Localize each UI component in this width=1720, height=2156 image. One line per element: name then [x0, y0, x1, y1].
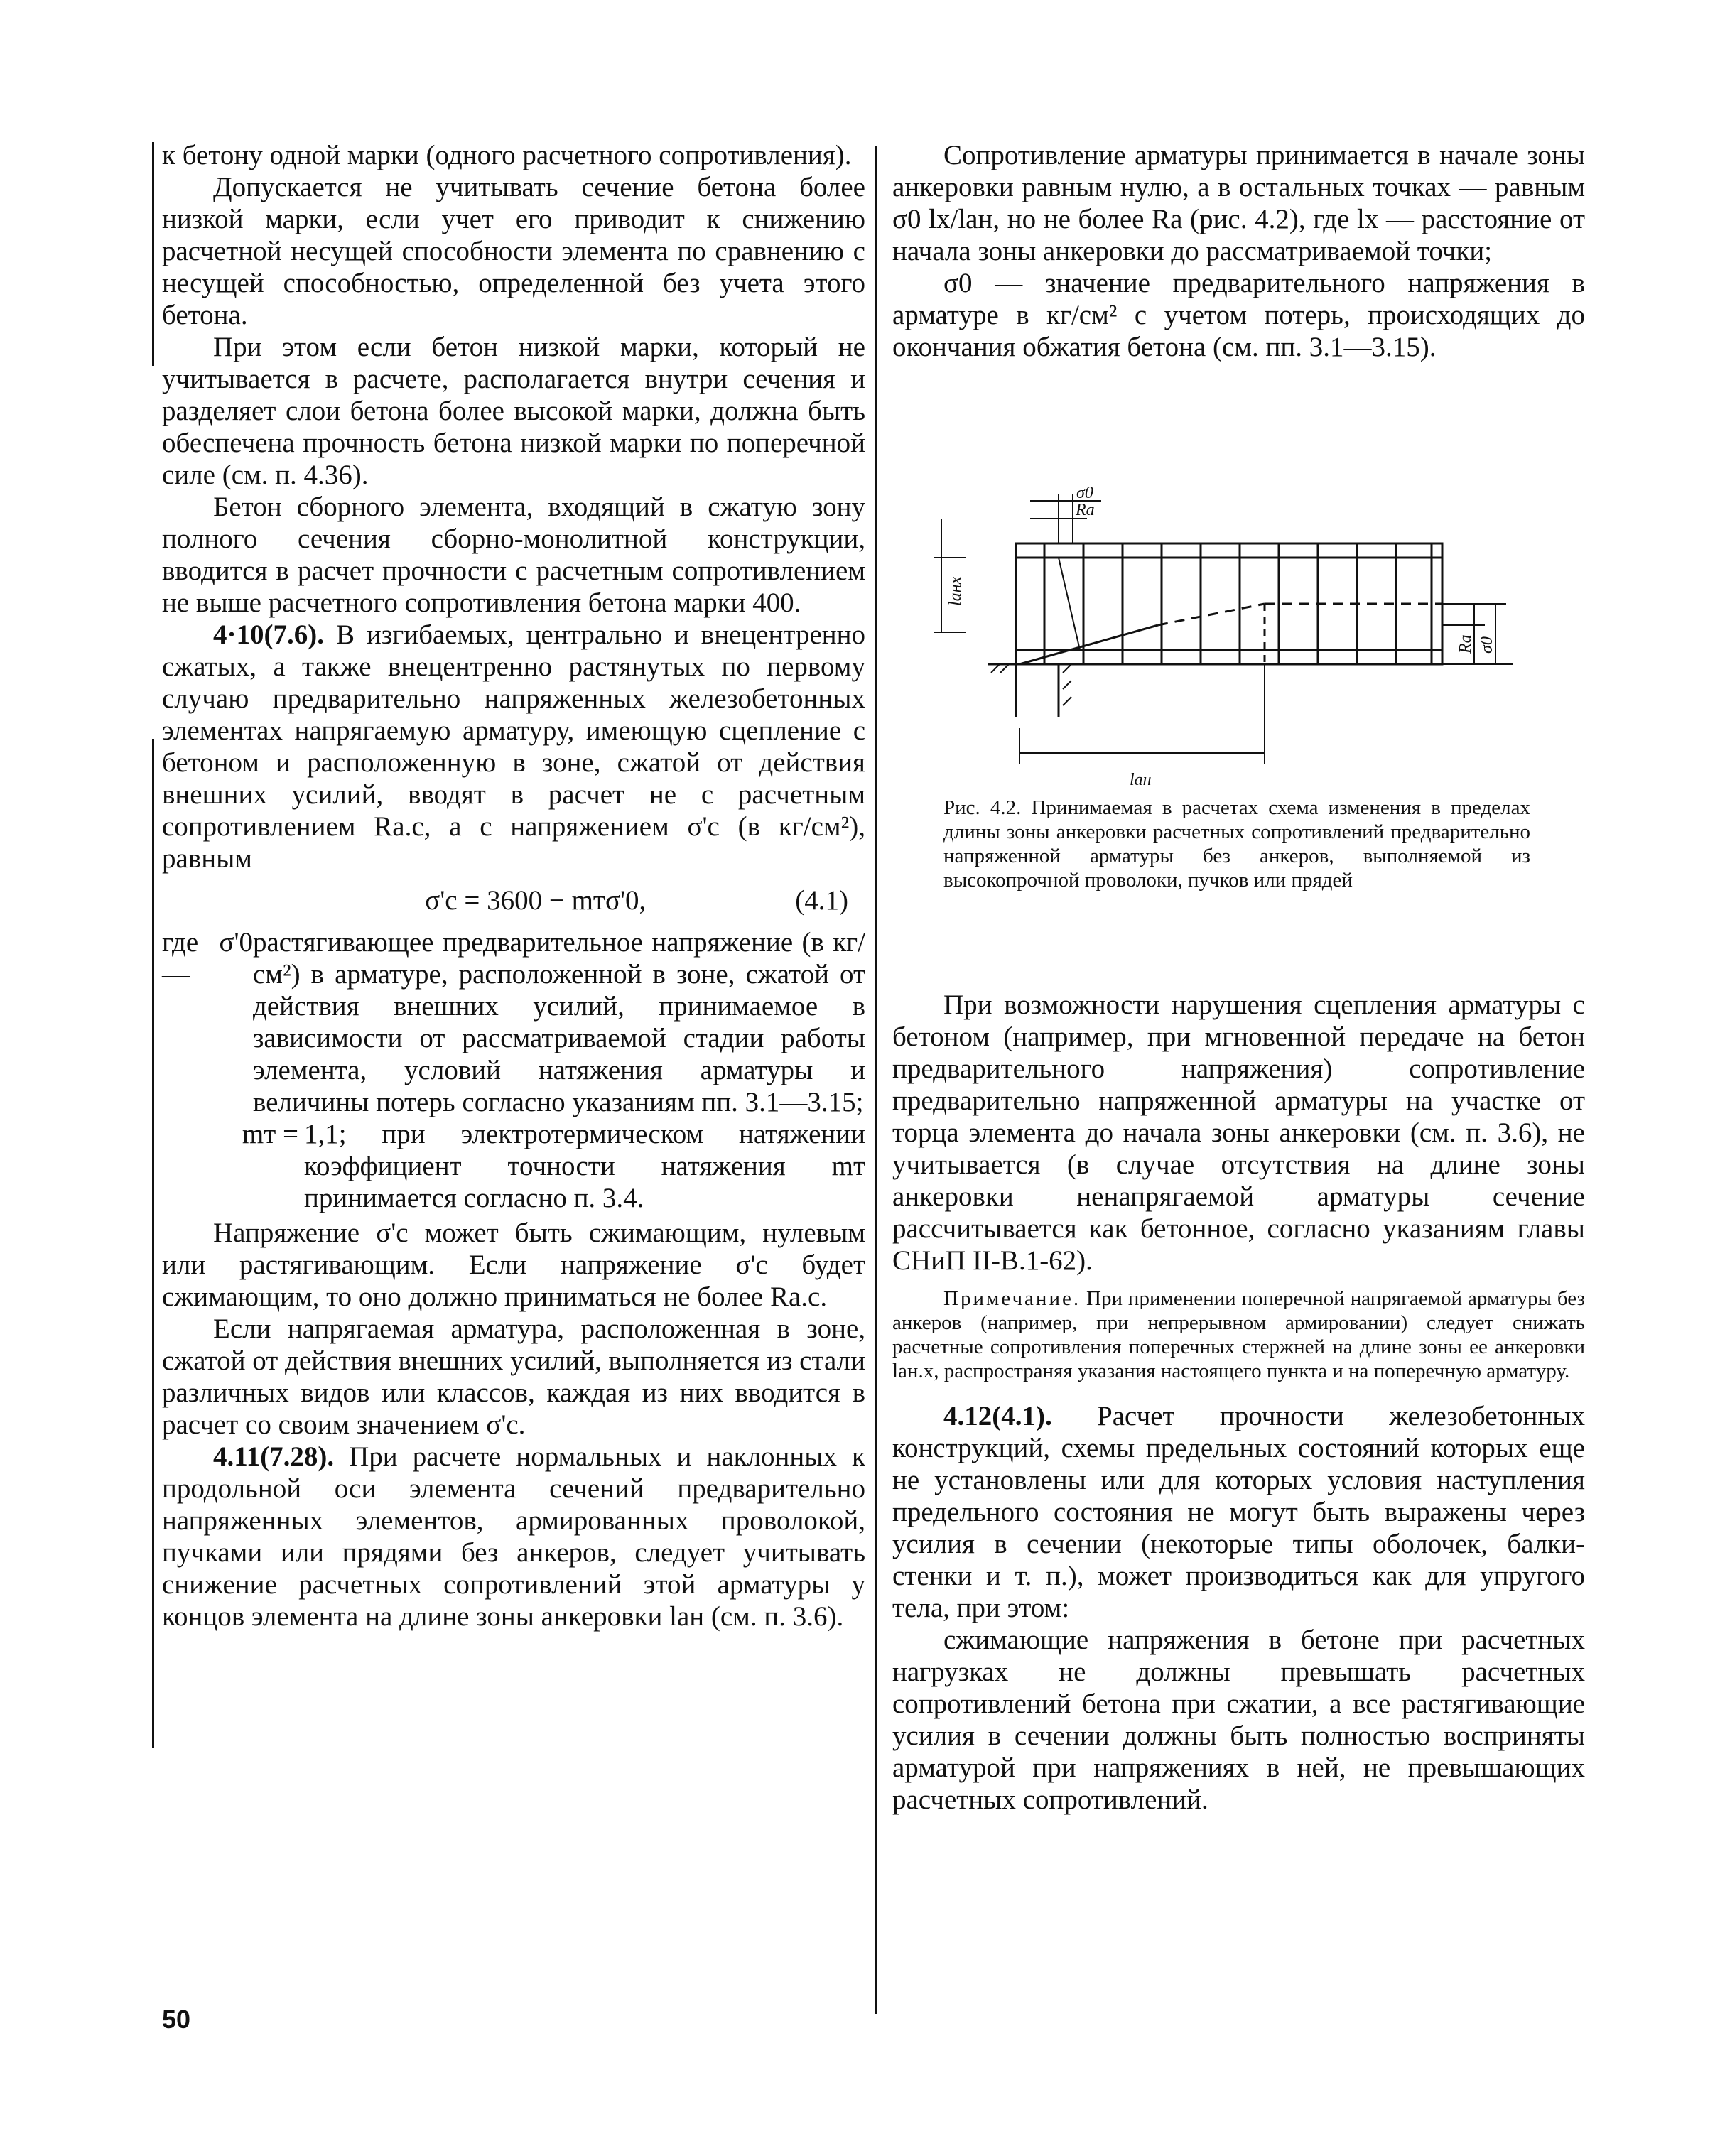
paragraph: При этом если бетон низкой марки, который не учитывается в расчете, располагается внутри сечения и разделяет слои бетона более высокой марки, должна быть обеспечена прочность бетона низкой марки по поперечной силе (см. п. 4.36).	[162, 332, 865, 490]
label-lanx: lанх	[946, 576, 965, 606]
definition-term: mт =	[242, 1119, 298, 1149]
section-4-10	[162, 619, 865, 874]
definition-item	[162, 926, 865, 1118]
column-divider	[875, 146, 877, 2014]
section-4-12	[892, 1400, 1585, 1624]
stress-ramp	[1019, 625, 1158, 664]
paragraph: Бетон сборного элемента, входящий в сжатую зону полного сечения сборно-монолитной конструкции, вводится в расчет прочности с расчетным сопротивлением не выше расчетного сопротивления бетона марки 400.	[162, 492, 865, 618]
section-number: 4.11(7.28).	[213, 1441, 335, 1472]
label-ra-top: Rа	[1076, 501, 1095, 519]
section-4-11	[162, 1441, 865, 1632]
paragraph: Напряжение σ'с может быть сжимающим, нулевым или растягивающим. Если напряжение σ'с будет сжимающим, то оно должно приниматься не более Rа.с.	[162, 1218, 865, 1312]
section-text: При расчете нормальных и наклонных к продольной оси элемента сечений предварительно напряженных элементов, армированных проволокой, пучками или прядями без анкеров, следует учитывать снижение расчетных сопротивлений этой арматуры у концов элемента на длине зоны анкеровки lан (см. п. 3.6).	[162, 1441, 865, 1632]
label-ra-right: Rа	[1456, 634, 1475, 654]
label-sigma0-top: σ0	[1076, 487, 1093, 502]
label-sigma0-right: σ0	[1478, 636, 1496, 654]
paragraph: Сопротивление арматуры принимается в начале зоны анкеровки равным нулю, а в остальных точках — равным σ0 lx/lан, но не более Rа (рис. 4.2), где lx — расстояние от начала зоны анкеровки до рассматриваемой точки;	[892, 140, 1585, 266]
page-number: 50	[162, 2005, 191, 2034]
note-text: При применении поперечной напрягаемой арматуры без анкеров (например, при непрерывном армировании) следует снижать расчетные сопротивления поперечных стержней на длине зоны ее анкеровки lан.х, распространяя указания настоящего пункта и на поперечную арматуру.	[892, 1287, 1585, 1382]
formula-number: (4.1)	[795, 885, 848, 916]
hatch	[1063, 697, 1071, 705]
note-label: Примечание.	[943, 1287, 1081, 1310]
formula-expression: σ'с = 3600 − mтσ'0,	[425, 885, 647, 916]
label-lan: lан	[1130, 771, 1152, 789]
definition-list	[162, 926, 865, 1214]
paragraph: Если напрягаемая арматура, расположенная в зоне, сжатой от действия внешних усилий, выполняется из стали различных видов или классов, каждая из них вводится в расчет со своим значением σ'с.	[162, 1313, 865, 1440]
paragraph: сжимающие напряжения в бетоне при расчетных нагрузках не должны превышать расчетных сопротивлений бетона при сжатии, а все растягивающие усилия в сечении должны быть полностью восприняты арматурой при напряжениях в ней, не превышающих расчетных сопротивлений.	[892, 1625, 1585, 1815]
right-column-lower	[892, 989, 1585, 1816]
section-text: Расчет прочности железобетонных конструкций, схемы предельных состояний которых еще не установлены или для которых условия наступления предельного состояния не могут быть выражены через усилия в сечении (некоторые типы оболочек, балки-стенки и т. п.), может производиться как для упругого тела, при этом:	[892, 1401, 1585, 1623]
formula-4-1	[162, 884, 865, 916]
paragraph: к бетону одной марки (одного расчетного сопротивления).	[162, 140, 852, 170]
right-column	[892, 139, 1585, 363]
paragraph: σ0 — значение предварительного напряжения в арматуре в кг/см² с учетом потерь, происходящих до окончания обжатия бетона (см. пп. 3.1—3.15).	[892, 268, 1585, 362]
anchorage-diagonal	[1059, 558, 1080, 650]
section-number: 4.12(4.1).	[943, 1401, 1052, 1431]
hatch	[1063, 681, 1071, 689]
change-bar	[152, 739, 154, 1748]
paragraph: Допускается не учитывать сечение бетона более низкой марки, если учет его приводит к снижению расчетной несущей способности элемента по сравнению с несущей способностью, определенной без учета этого бетона.	[162, 172, 865, 330]
figure-caption	[921, 796, 1553, 892]
definition-body: растягивающее предварительное напряжение (в кг/см²) в арматуре, расположенной в зоне, сжатой от действия внешних усилий, принимаемое в зависимости от рассматриваемой стадии работы элемента, условий натяжения арматуры и величины потерь согласно указаниям пп. 3.1—3.15;	[253, 927, 865, 1117]
change-bar	[152, 142, 154, 366]
stress-ramp-dashed	[1158, 604, 1265, 625]
paragraph: При возможности нарушения сцепления арматуры с бетоном (например, при мгновенной передаче на бетон предварительного напряжения) сопротивление предварительно напряженной арматуры на участке от торца элемента до начала зоны анкеровки (см. п. 3.6), не учитывается (в случае отсутствия на длине зоны анкеровки ненапрягаемой арматуры сечение рассчитывается как бетонное, согласно указаниям главы СНиП II-В.1-62).	[892, 990, 1585, 1276]
left-column	[162, 139, 865, 1632]
note	[892, 1286, 1585, 1383]
hatch	[991, 664, 1000, 673]
hatch	[1000, 664, 1009, 673]
hatch	[1063, 664, 1071, 673]
definition-item	[162, 1118, 865, 1214]
definition-term: где σ'0 —	[162, 927, 253, 990]
figure-4-2-diagram	[924, 487, 1535, 799]
section-text: В изгибаемых, центрально и внецентренно сжатых, а также внецентренно растянутых по первому случаю предварительно напряженных железобетонных элементах напрягаемую арматуру, имеющую сцепление с бетоном и расположенную в зоне, сжатой от действия внешних усилий, вводят в расчет не с расчетным сопротивлением Rа.с, а с напряжением σ'с (в кг/см²), равным	[162, 619, 865, 874]
caption-text: Рис. 4.2. Принимаемая в расчетах схема изменения в пределах длины зоны анкеровки расчетных сопротивлений предварительно напряженной арматуры без анкеров, выполняемой из высокопрочной проволоки, пучков или прядей	[943, 796, 1530, 892]
definition-body: 1,1; при электротермическом натяжении коэффициент точности натяжения mт принимается согласно п. 3.4.	[304, 1119, 865, 1213]
section-number: 4·10(7.6).	[213, 619, 324, 650]
